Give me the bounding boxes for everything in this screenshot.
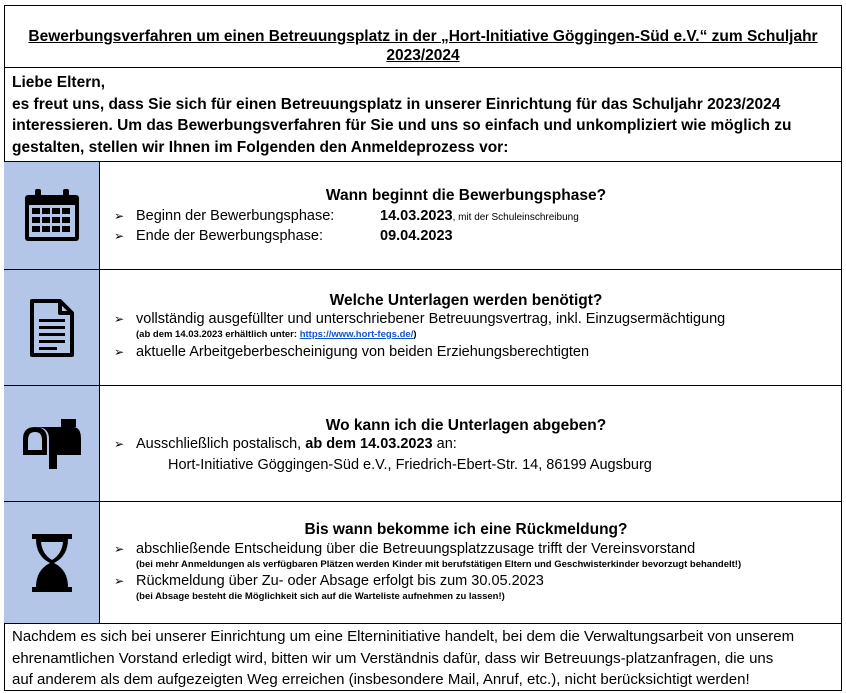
start-note: , mit der Schuleinschreibung	[452, 212, 579, 223]
decision-note: (bei mehr Anmeldungen als verfügbaren Plätzen werden Kinder mit berufstätigen Eltern und Geschwisterkinder bevorzugt behandelt!)	[136, 559, 742, 570]
document-icon	[30, 299, 74, 357]
footer-line-1: Nachdem es sich bei unserer Einrichtung um eine Elterninitiative handelt, bei dem die Verwaltungsarbeit von unserem	[12, 628, 795, 645]
website-link[interactable]: https://www.hort-fegs.de/	[299, 329, 414, 340]
address: Hort-Initiative Göggingen-Süd e.V., Friedrich-Ebert-Str. 14, 86199 Augsburg	[168, 457, 652, 473]
row-start	[110, 207, 842, 227]
mailbox-icon	[21, 419, 83, 469]
arrow-bullet-icon: ➢	[114, 542, 125, 556]
contract-note	[110, 329, 842, 341]
arrow-bullet-icon: ➢	[114, 345, 125, 359]
heading-phase: Wann beginnt die Bewerbungsphase?	[325, 187, 607, 204]
title-line-1: Bewerbungsverfahren um einen Betreuungsplatz in der „Hort-Initiative Göggingen-Süd e.V.“ zum Schuljahr	[28, 28, 818, 45]
postal-prefix: Ausschließlich postalisch,	[136, 436, 306, 452]
content-documents	[100, 270, 842, 385]
footer-line-2: ehrenamtlichen Vorstand erledigt wird, bitten wir um Verständnis dafür, dass wir Betreuungs-platzanfragen, die uns	[12, 649, 774, 667]
arrow-bullet-icon: ➢	[114, 312, 125, 326]
intro-line-3: gestalten, stellen wir Ihnen im Folgenden den Anmeldeprozess vor:	[12, 138, 509, 156]
contract-text: vollständig ausgefüllter und unterschriebener Betreuungsvertrag, inkl. Einzugsermächtigung	[136, 311, 726, 327]
postal-date: ab dem 14.03.2023	[305, 436, 433, 452]
postal-suffix: an:	[432, 436, 457, 452]
arrow-bullet-icon: ➢	[114, 209, 125, 223]
row-end	[110, 227, 842, 246]
arrow-bullet-icon: ➢	[114, 574, 125, 588]
row-decision	[110, 540, 842, 559]
contract-note-prefix: (ab dem 14.03.2023 erhältlich unter:	[136, 329, 300, 340]
hourglass-icon	[32, 534, 72, 592]
row-contract	[110, 310, 842, 329]
icon-cell-submission	[4, 386, 100, 501]
row-employer	[110, 343, 842, 362]
icon-cell-response	[4, 502, 100, 623]
reply-text: Rückmeldung über Zu- oder Absage erfolgt bis zum 30.05.2023	[136, 573, 544, 589]
icon-cell-phase	[4, 162, 100, 269]
end-date: 09.04.2023	[380, 228, 453, 244]
section-response	[4, 502, 842, 624]
section-application-phase	[4, 162, 842, 270]
content-response	[100, 502, 842, 623]
section-submission	[4, 386, 842, 502]
section-documents	[4, 270, 842, 386]
employer-text: aktuelle Arbeitgeberbescheinigung von beiden Erziehungsberechtigten	[136, 344, 590, 360]
decision-text: abschließende Entscheidung über die Betreuungsplatzzusage trifft der Vereinsvorstand	[136, 541, 696, 557]
heading-submission: Wo kann ich die Unterlagen abgeben?	[325, 417, 607, 434]
arrow-bullet-icon: ➢	[114, 437, 125, 451]
title-line-2: 2023/2024	[386, 47, 460, 64]
row-postal	[110, 435, 842, 454]
arrow-bullet-icon: ➢	[114, 229, 125, 243]
document-title	[4, 5, 842, 68]
footer-text	[4, 624, 842, 691]
footer-line-3: auf anderem als dem aufgezeigten Weg erreichen (insbesondere Mail, Anruf, etc.), nicht berücksichtigt werden!	[12, 671, 750, 688]
intro-line-1: es freut uns, dass Sie sich für einen Betreuungsplatz in unserer Einrichtung für das Schuljahr 2023/2024	[12, 95, 781, 113]
row-reply	[110, 572, 842, 591]
intro-text	[4, 68, 842, 162]
end-label: Ende der Bewerbungsphase:	[136, 228, 324, 244]
content-phase	[100, 162, 842, 269]
start-label: Beginn der Bewerbungsphase:	[136, 208, 335, 224]
contract-note-suffix: )	[413, 329, 417, 340]
reply-note: (bei Absage besteht die Möglichkeit sich auf die Warteliste aufnehmen zu lassen!)	[136, 591, 505, 602]
intro-line-2: interessieren. Um das Bewerbungsverfahren für Sie und uns so einfach und unkompliziert wie möglich zu	[12, 117, 792, 134]
calendar-icon	[23, 189, 81, 243]
content-submission	[100, 386, 842, 501]
icon-cell-documents	[4, 270, 100, 385]
intro-greeting: Liebe Eltern,	[12, 74, 106, 91]
heading-documents: Welche Unterlagen werden benötigt?	[329, 292, 603, 309]
start-date: 14.03.2023	[380, 208, 453, 224]
heading-response: Bis wann bekomme ich eine Rückmeldung?	[304, 521, 628, 538]
